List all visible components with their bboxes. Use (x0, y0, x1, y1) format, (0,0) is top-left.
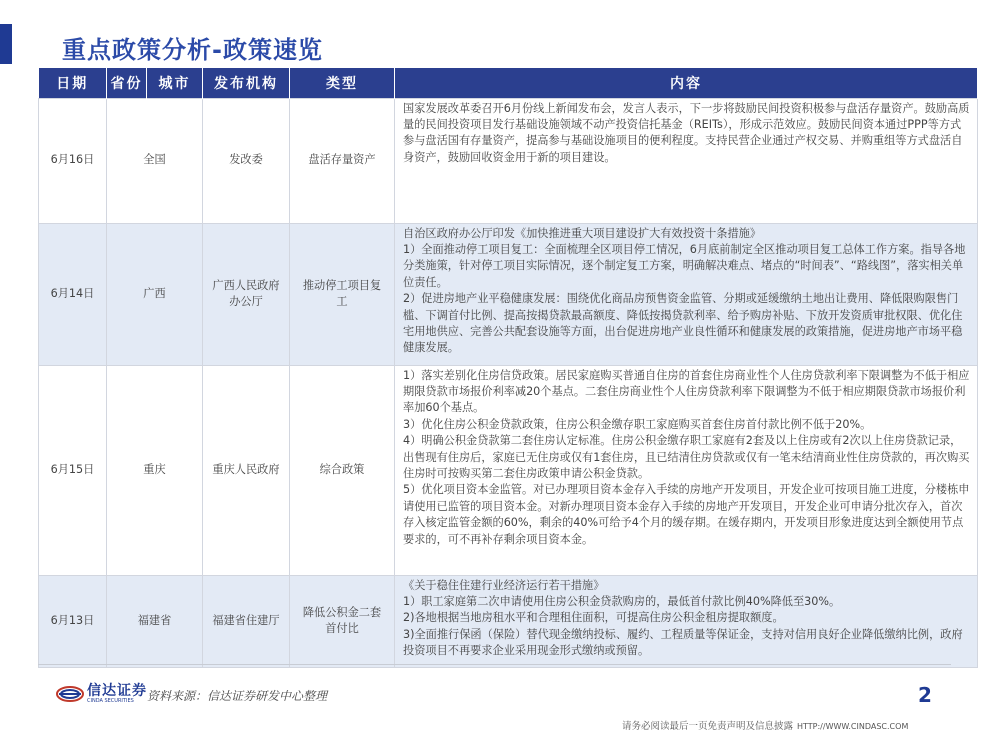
row-date: 6月13日 (39, 575, 107, 667)
page-number: 2 (918, 683, 932, 707)
header-type: 类型 (290, 68, 395, 98)
row-type: 综合政策 (290, 365, 395, 575)
policy-table (38, 68, 978, 668)
row-region: 全国 (107, 98, 203, 223)
table-row (39, 223, 978, 365)
disclaimer (622, 718, 908, 732)
row-content: 自治区政府办公厅印发《加快推进重大项目建设扩大有效投资十条措施》 1）全面推动停工项目复工：全面梳理全区项目停工情况，6月底前制定全区推动项目复工总体工作方案。指导各地分类施策，针对停工项目实际情况，逐个制定复工方案，明确解决难点、堵点的“时间表”、“路线图”，落实相关单位责任。 2）促进房地产业平稳健康发展：围绕优化商品房预售资金监管、分期或延缓缴纳土地出让费用、降低限购限售门槛、下调首付比例、提高按揭贷款最高额度、降低按揭贷款利率、给予购房补贴、下放开发资质审批权限、优化住宅用地供应、完善公共配套设施等方面，出台促进房地产业良性循环和健康发展的政策措施，促进房地产市场平稳健康发展。 (395, 223, 978, 365)
header-city: 城市 (147, 68, 203, 98)
row-type: 推动停工项目复工 (290, 223, 395, 365)
header-content: 内容 (395, 68, 978, 98)
row-region: 重庆 (107, 365, 203, 575)
row-region: 福建省 (107, 575, 203, 667)
row-content: 国家发展改革委召开6月份线上新闻发布会，发言人表示，下一步将鼓励民间投资积极参与盘活存量资产。鼓励高质量的民间投资项目发行基础设施领域不动产投资信托基金（REITs），形成示范效应。鼓励民间资本通过PPP等方式参与盘活国有存量资产，提高参与基础设施项目的便利程度。支持民营企业通过产权交易、并购重组等方式盘活自身资产，鼓励回收资金用于新的项目建设。 (395, 98, 978, 223)
row-agency: 广西人民政府办公厅 (203, 223, 290, 365)
row-content: 1）落实差别化住房信贷政策。居民家庭购买普通自住房的首套住房商业性个人住房贷款利率下限调整为不低于相应期限贷款市场报价利率减20个基点。二套住房商业性个人住房贷款利率下限调整为不低于相应期限贷款市场报价利率加60个基点。 3）优化住房公积金贷款政策，住房公积金缴存职工家庭购买首套住房首付款比例不低于20%。 4）明确公积金贷款第二套住房认定标准。住房公积金缴存职工家庭有2套及以上住房或有2次以上住房贷款记录，出售现有住房后，家庭已无住房或仅有1套住房，且已结清住房贷款或仅有一笔未结清商业性住房贷款的，再次购买住房时可按购买第二套住房政策申请公积金贷款。 5）优化项目资本金监管。对已办理项目资本金存入手续的房地产开发项目，开发企业可按项目施工进度，分楼栋申请使用已监管的项目资本金。对新办理项目资本金存入手续的房地产开发项目，开发企业可申请分批次存入，首次存入核定监管金额的60%，剩余的40%可给予4个月的缓存期。在缓存期内，开发项目形象进度达到全额使用节点要求的，可不再补存剩余项目资本金。 (395, 365, 978, 575)
footer-divider (38, 664, 951, 665)
row-agency: 发改委 (203, 98, 290, 223)
company-logo (55, 684, 147, 704)
row-agency: 福建省住建厅 (203, 575, 290, 667)
website-link[interactable]: HTTP://WWW.CINDASC.COM (797, 722, 909, 731)
row-date: 6月16日 (39, 98, 107, 223)
table-header-row (39, 68, 978, 98)
disclaimer-text: 请务必阅读最后一页免责声明及信息披露 (622, 721, 794, 732)
source-note: 资料来源：信达证券研发中心整理 (147, 689, 328, 703)
row-type: 盘活存量资产 (290, 98, 395, 223)
row-agency: 重庆人民政府 (203, 365, 290, 575)
table-row (39, 365, 978, 575)
page-title: 重点政策分析-政策速览 (62, 36, 323, 64)
table-row (39, 575, 978, 667)
logo-english-name: CINDA SECURITIES (87, 698, 134, 704)
cinda-logo-icon (55, 685, 85, 703)
row-region: 广西 (107, 223, 203, 365)
header-province: 省份 (107, 68, 147, 98)
header-agency: 发布机构 (203, 68, 290, 98)
row-type: 降低公积金二套首付比 (290, 575, 395, 667)
header-date: 日期 (39, 68, 107, 98)
corner-accent-block (0, 24, 12, 64)
row-content: 《关于稳住住建行业经济运行若干措施》 1）职工家庭第二次申请使用住房公积金贷款购房的，最低首付款比例40%降低至30%。 2)各地根据当地房租水平和合理租住面积，可提高住房公积金租房提取额度。 3)全面推行保函（保险）替代现金缴纳投标、履约、工程质量等保证金，支持对信用良好企业降低缴纳比例，政府投资项目不再要求企业采用现金形式缴纳或预留。 (395, 575, 978, 667)
table-row (39, 98, 978, 223)
row-date: 6月15日 (39, 365, 107, 575)
row-date: 6月14日 (39, 223, 107, 365)
logo-chinese-name: 信达证券 (87, 683, 147, 699)
